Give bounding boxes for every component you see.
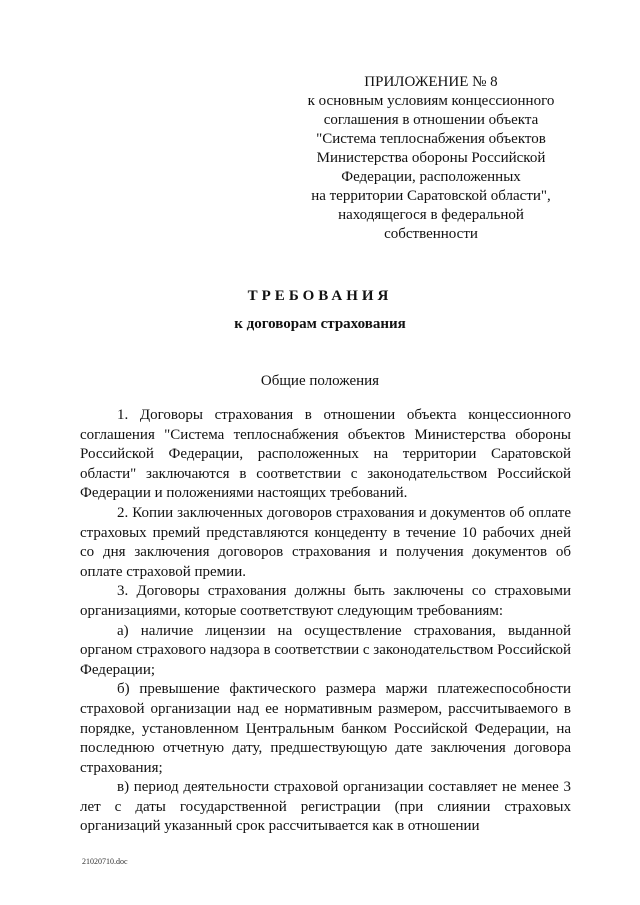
appendix-line: соглашения в отношении объекта [323,112,539,128]
paragraph-3c: в) период деятельности страховой организации составляет не менее 3 лет с даты государственной регистрации (при слиянии страховых организаций указанный срок рассчитывается как в отношении [80,779,571,835]
paragraph-1: 1. Договоры страхования в отношении объекта концессионного соглашения "Система теплоснабжения объектов Министерства обороны Российской Федерации, расположенных на территории Саратовской области" заключаются в соответствии с законодательством Российской Федерации и положениями настоящих требований. [80,407,571,502]
document-body [80,406,571,837]
document-title: ТРЕБОВАНИЯ [247,288,393,304]
paragraph-3: 3. Договоры страхования должны быть заключены со страховыми организациями, которые соответствуют следующим требованиям: [80,583,571,619]
appendix-line: Министерства обороны Российской [316,150,546,166]
appendix-line: "Система теплоснабжения объектов [316,131,546,147]
appendix-line: собственности [384,226,478,242]
document-subtitle: к договорам страхования [234,316,406,332]
paragraph-3b: б) превышение фактического размера маржи платежеспособности страховой организации над ее нормативным размером, рассчитываемого в порядке, установленном Центральным банком Российской Федерации, на последнюю отчетную дату, предшествующую дате заключения договора страхования; [80,681,571,776]
paragraph-3a: а) наличие лицензии на осуществление страхования, выданной органом страхового надзора в соответствии с законодательством Российской Федерации; [80,622,571,678]
appendix-header [300,73,562,244]
paragraph-2: 2. Копии заключенных договоров страхования и документов об оплате страховых премий представляются концеденту в течение 10 рабочих дней со дня заключения договоров страхования и получения документов об оплате страховой премии. [80,504,571,580]
appendix-line: Федерации, расположенных [341,169,521,185]
footer-file-code: 21020710.doc [82,857,128,866]
appendix-line: находящегося в федеральной [338,207,524,223]
appendix-line: к основным условиям концессионного [307,93,555,109]
appendix-line: на территории Саратовской области", [311,188,551,204]
section-title: Общие положения [260,373,380,389]
appendix-number: ПРИЛОЖЕНИЕ № 8 [364,74,498,90]
